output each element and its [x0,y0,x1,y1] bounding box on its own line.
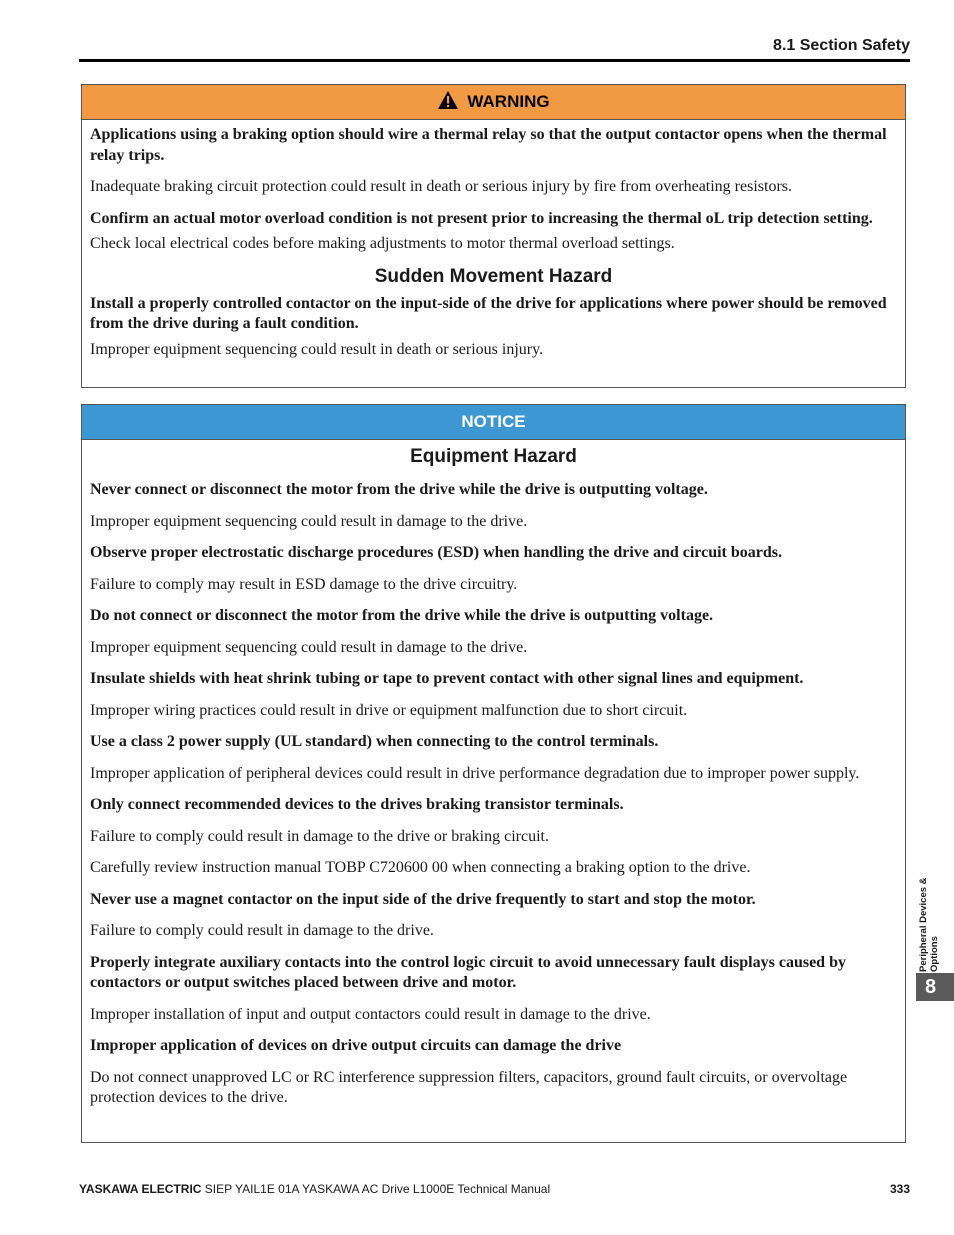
notice-subheading: Equipment Hazard [410,446,577,467]
notice-item: Properly integrate auxiliary contacts into the control logic circuit to avoid unnecessary fault displays caused by contactors or output switches placed between drive and motor. [90,953,846,991]
notice-item: Improper application of peripheral devices could result in drive performance degradation due to improper power supply. [90,764,860,782]
notice-item: Failure to comply may result in ESD damage to the drive circuitry. [90,575,518,593]
warning-box [81,84,906,388]
footer-brand: YASKAWA ELECTRIC [79,1182,202,1196]
notice-bar [82,405,905,440]
header-rule [79,59,910,62]
warning-item: Check local electrical codes before making adjustments to motor thermal overload settings. [90,235,675,252]
notice-box [81,404,906,1143]
notice-item: Never connect or disconnect the motor from the drive while the drive is outputting voltage. [90,481,708,498]
section-title: 8.1 Section Safety [773,37,910,54]
notice-item: Observe proper electrostatic discharge procedures (ESD) when handling the drive and circuit boards. [90,544,782,561]
warning-item: Inadequate braking circuit protection could result in death or serious injury by fire from overheating resistors. [90,178,793,195]
warning-subheading: Sudden Movement Hazard [374,265,613,287]
warning-item: Confirm an actual motor overload condition is not present prior to increasing the thermal oL trip detection setting. [90,209,873,227]
footer-manual-title: SIEP YAIL1E 01A YASKAWA AC Drive L1000E Technical Manual [201,1182,551,1196]
notice-item: Failure to comply could result in damage to the drive or braking circuit. [90,827,549,845]
chapter-label-line2: Options [929,936,940,972]
footer [79,1182,550,1196]
notice-item: Do not connect unapproved LC or RC interference suppression filters, capacitors, ground fault circuits, or overvoltage protection devices to the drive. [90,1068,848,1106]
warning-triangle-icon [437,90,459,115]
notice-item: Improper wiring practices could result in drive or equipment malfunction due to short circuit. [90,701,688,719]
warning-item: Install a properly controlled contactor on the input-side of the drive for applications where power should be removed from the drive during a fault condition. [90,294,887,332]
chapter-tab [916,973,954,1001]
notice-item: Never use a magnet contactor on the input side of the drive frequently to start and stop the motor. [90,890,756,908]
notice-item: Failure to comply could result in damage to the drive. [90,922,434,939]
notice-item: Only connect recommended devices to the drives braking transistor terminals. [90,796,624,813]
notice-item: Use a class 2 power supply (UL standard) when connecting to the control terminals. [90,733,659,750]
page-number: 333 [889,1182,910,1196]
chapter-number: 8 [925,975,937,998]
chapter-label-line1: Peripheral Devices & [918,877,929,972]
warning-bar [82,85,905,120]
notice-item: Do not connect or disconnect the motor from the drive while the drive is outputting voltage. [90,607,714,624]
notice-label: NOTICE [461,412,526,431]
warning-item: Improper equipment sequencing could result in death or serious injury. [90,340,544,358]
notice-item: Improper installation of input and output contactors could result in damage to the drive. [90,1005,651,1023]
notice-item: Insulate shields with heat shrink tubing or tape to prevent contact with other signal lines and equipment. [90,670,804,687]
notice-item: Improper equipment sequencing could result in damage to the drive. [90,512,528,530]
notice-item: Improper equipment sequencing could result in damage to the drive. [90,638,528,656]
warning-item: Applications using a braking option should wire a thermal relay so that the output contactor opens when the thermal relay trips. [90,126,887,164]
notice-item: Carefully review instruction manual TOBP C720600 00 when connecting a braking option to the drive. [90,859,751,876]
warning-label: WARNING [467,92,550,111]
notice-item: Improper application of devices on drive output circuits can damage the drive [90,1037,622,1054]
chapter-side-label [918,877,940,972]
